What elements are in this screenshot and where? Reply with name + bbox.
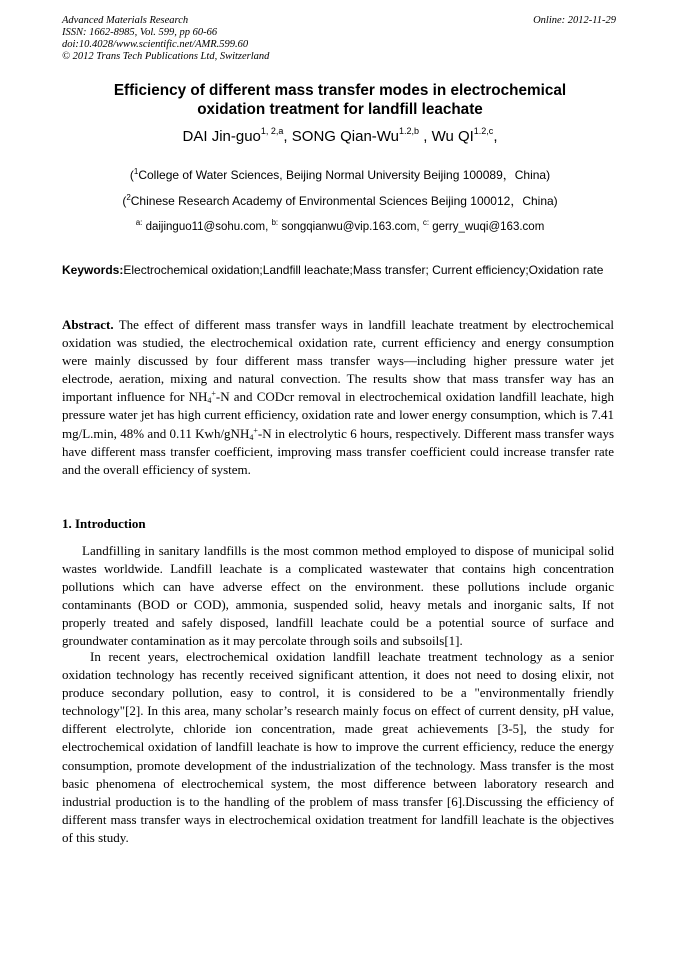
online-date: Online: 2012-11-29	[533, 15, 616, 26]
email-mark: c:	[422, 218, 430, 227]
abstract-text: The effect of different mass transfer ways in landfill leachate treatment by electrochemical oxidation was studied, the electrochemical oxidation rate, current efficiency and energy consumption were mainly discussed by four different mass transfer ways—including higher pressure water jet electrode, aeration, mixing and natural convection. The results show that mass transfer way has an important influence for NH	[62, 317, 614, 405]
abstract-text: -N in electrolytic 6 hours, respectively. Different mass transfer ways have different mass transfer coefficient, improving mass transfer coefficient could increase transfer rate and the overall efficiency of system.	[62, 425, 615, 477]
affiliation-paren: (	[129, 168, 134, 182]
affiliation-1	[62, 168, 618, 183]
journal-header	[62, 15, 618, 63]
paper-title	[62, 81, 618, 119]
title-line-2: oxidation treatment for landfill leachate	[197, 101, 483, 118]
email-mark: a:	[135, 218, 143, 227]
author-emails	[62, 220, 618, 235]
affiliation-paren: (	[122, 194, 127, 208]
author-affiliation-mark: 1.2,c	[473, 126, 494, 136]
keywords	[62, 261, 614, 279]
doi-line: doi:10.4028/www.scientific.net/AMR.599.60	[62, 39, 249, 50]
email-address: gerry_wuqi@163.com	[429, 221, 545, 233]
affiliation-text: Chinese Research Academy of Environmental Sciences Beijing 100012，China)	[130, 194, 558, 208]
introduction-paragraph-2: In recent years, electrochemical oxidation landfill leachate treatment technology as a senior oxidation technology has recently received significant attention, it does not need to dosing elixir, not produce secondary pollution, easy to control, it is considered to be a "environmentally friendly technology"[2]. In this area, many scholar’s research mainly focus on effect of current density, pH value, different electrolyte, chloride ion concentration, made great achievements [3-5], the study for electrochemical oxidation of landfill leachate is how to improve the current efficiency, reduce the energy consumption, promote development of the industrialization of the technology. Mass transfer is the most basic phenomena of electrochemical system, the most difference between laboratory research and industrial production is to the handling of the problem of mass transfer [6].Discussing the efficiency of different mass transfer ways in electrochemical oxidation treatment for landfill leachate is the objectives of this study.	[62, 649, 614, 845]
author-name: DAI Jin-guo	[182, 128, 261, 145]
keywords-text: Electrochemical oxidation;Landfill leachate;Mass transfer; Current efficiency;Oxidation rate	[123, 263, 604, 277]
subscript: 4	[249, 432, 254, 442]
superscript: +	[211, 389, 216, 399]
abstract-text: -N and CODcr removal in electrochemical oxidation landfill leachate, high pressure water jet has high current efficiency, oxidation rate and lower energy consumption, which is 7.41 mg/L.min, 48% and 0.11 Kwh/gNH	[62, 389, 615, 441]
superscript: +	[253, 425, 258, 435]
email-address: daijinguo11@sohu.com,	[142, 221, 272, 233]
author-name: Wu QI	[431, 128, 474, 145]
author-name: SONG Qian-Wu	[291, 128, 400, 145]
journal-name: Advanced Materials Research	[62, 15, 189, 26]
email-mark: b:	[271, 218, 279, 227]
section-heading-introduction: 1. Introduction	[62, 516, 146, 531]
abstract	[62, 316, 614, 479]
abstract-label: Abstract.	[62, 317, 114, 332]
introduction-paragraph-1: Landfilling in sanitary landfills is the most common method employed to dispose of municipal solid wastes worldwide. Landfill leachate is a complicated wastewater that contains high concentration pollutions which can have adverse effect on the environment. these pollutions include organic contaminants (BOD or COD), ammonia, suspended solid, heavy metals and inorganic salts, If not properly treated and safely disposed, landfill leachate could be a potential source of surface and groundwater contamination as it may percolate through soils and subsoils[1].	[62, 543, 614, 649]
author-affiliation-mark: 1, 2,a	[260, 126, 284, 136]
email-address: songqianwu@vip.163.com,	[278, 221, 423, 233]
affiliation-mark: 2	[126, 193, 131, 202]
affiliation-mark: 1	[133, 167, 139, 176]
copyright-line: © 2012 Trans Tech Publications Ltd, Switzerland	[62, 51, 270, 62]
keywords-label: Keywords:	[62, 263, 124, 277]
author-list	[62, 128, 618, 146]
title-line-1: Efficiency of different mass transfer modes in electrochemical	[113, 82, 567, 99]
author-affiliation-mark: 1.2,b	[399, 126, 420, 136]
affiliation-text: College of Water Sciences, Beijing Normal University Beijing 100089，China)	[138, 168, 551, 182]
affiliation-2	[62, 194, 618, 209]
author-separator: ,	[493, 128, 498, 145]
issn-line: ISSN: 1662-8985, Vol. 599, pp 60-66	[62, 27, 218, 38]
author-separator: ,	[419, 128, 432, 145]
author-separator: ,	[283, 128, 292, 145]
subscript: 4	[207, 396, 212, 406]
